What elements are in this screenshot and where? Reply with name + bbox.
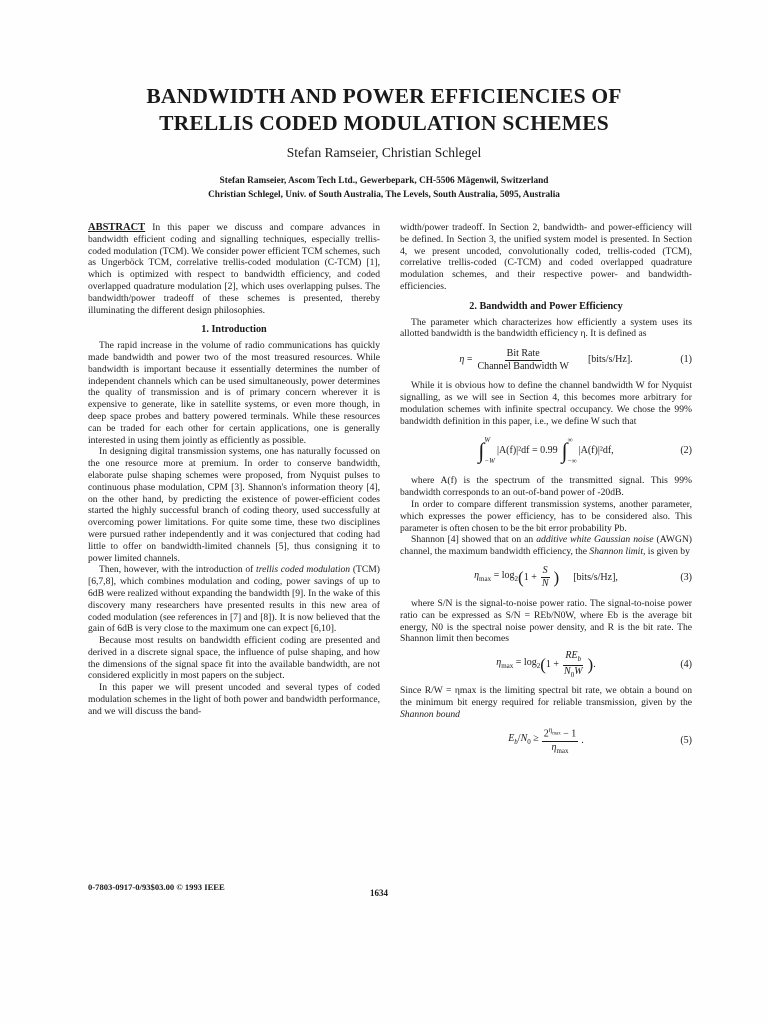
left-column — [88, 222, 380, 718]
right-paragraph-6: where S/N is the signal-to-noise power ratio. The signal-to-noise power ratio can be expressed as S/N = REb/N0W, where Eb is the average bit energy, N0 is the spectral noise power density, and R is the bit rate. The Shannon limit then becomes — [400, 597, 692, 645]
right-paragraph-0: width/power tradeoff. In Section 2, bandwidth- and power-efficiency will be defined. In Section 3, the unified system model is presented. In Section 4, we present uncoded, convolutionally coded, trellis-coded (TCM), correlative trellis-coded (C-TCM) and coded overlapped quadrature modulation schemes, and their respective power- and bandwidth-efficiencies. — [400, 222, 692, 292]
eq3-unit: [bits/s/Hz], — [573, 572, 618, 584]
eq2-middle: |A(f)|²df = 0.99 — [496, 445, 558, 457]
intro-p3-end: (TCM) [6,7,8], which combines modulation and coding, power savings of up to 6dB were realized without expanding the bandwidth [9]. In the wake of this discovery many researchers have presented results in this new area of coded modulation (see references in [7] and [8]). It is now believed that the gain of 6dB is very close to the maximum one can expect [6,10]. — [88, 564, 380, 635]
right-paragraph-1: The parameter which characterizes how efficiently a system uses its allotted bandwidth is the bandwidth efficiency η. It is defined as — [400, 316, 692, 340]
equation-3: $\eta_{max} = \log_2$ ( 1 + $\frac{S}{N}$ ) [bits/s/Hz], (3) — [474, 565, 692, 590]
p5-mid: (AWGN) channel, the maximum bandwidth efficiency, the — [400, 534, 692, 558]
right-paragraph-3: where A(f) is the spectrum of the transmitted signal. This 99% bandwidth corresponds to an out-of-band power of -20dB. — [400, 475, 692, 499]
right-paragraph-2: While it is obvious how to define the channel bandwidth W for Nyquist signalling, as we will see in Section 4, this becomes more arbitrary for modulation schemes with infinite spectral occupancy. We chose the 99% bandwidth definition in this paper, i.e., we define W such that — [400, 380, 692, 427]
eq1-denominator: Channel Bandwidth W — [477, 360, 569, 372]
equation-4: $\eta_{max} = \log_2$ ( 1 + $\frac{RE_b}{N_0W}$ ) . (4) — [496, 649, 692, 679]
p5-start: Shannon [4] showed that on an — [411, 534, 537, 546]
eq1-number: (1) — [680, 354, 692, 366]
title-line-2: TRELLIS CODED MODULATION SCHEMES — [159, 111, 609, 135]
right-column — [400, 222, 692, 761]
intro-paragraph-4: Because most results on bandwidth efficient coding are presented and derived in a discrete signal space, the influence of pulse shaping, and how the dimensions of the signal space fit into the available bandwidth, are not considered explicitly in most papers on the subject. — [88, 635, 380, 682]
intro-paragraph-5: In this paper we will present uncoded and several types of coded modulation schemes in the light of both power and bandwidth performance, and we will discuss the band- — [88, 682, 380, 717]
awgn-emphasis: additive white Gaussian noise — [536, 534, 654, 546]
paper-title — [60, 83, 708, 137]
right-paragraph-4: In order to compare different transmission systems, another parameter, which expresses the power efficiency, has to be considered also. This parameter is often chosen to be the bit error probability Pb. — [400, 498, 692, 534]
tcm-emphasis: trellis coded modulation — [256, 564, 351, 576]
equation-5: $E_b/N_0$ ≥ $\frac{2^{\eta_{max}} - 1}{\eta_{max}}$ . (5) — [508, 726, 692, 755]
page-number: 1634 — [370, 888, 388, 898]
copyright-footer: 0-7803-0917-0/93$03.00 © 1993 IEEE — [88, 882, 225, 892]
shannon-limit-emphasis: Shannon limit — [589, 546, 643, 558]
eq2-end: |A(f)|²df, — [578, 445, 614, 457]
affiliation-1: Stefan Ramseier, Ascom Tech Ltd., Gewerbepark, CH-5506 Mägenwil, Switzerland — [219, 176, 549, 186]
affiliations — [60, 174, 708, 202]
intro-p3-start: Then, however, with the introduction of — [99, 564, 257, 576]
eq3-number: (3) — [680, 572, 692, 584]
abstract — [88, 222, 380, 316]
abstract-label: ABSTRACT — [88, 222, 146, 233]
shannon-bound-emphasis: Shannon bound — [400, 708, 460, 720]
p7-start: Since R/W = ηmax is the limiting spectral bit rate, we obtain a bound on the minimum bit energy required for reliable transmission, given by the — [400, 685, 692, 708]
equation-1: η = $\frac{\text{Bit Rate}}{\text{Channel Bandwidth W}}$ [bits/s/Hz]. (1) — [459, 347, 692, 372]
intro-paragraph-1: The rapid increase in the volume of radio communications has quickly made bandwidth and power two of the most treasured resources. While bandwidth is important because it essentially determines the number of independent channels which can be used simultaneously, power determines the quality of transmission and is of primary concern wherever it is expensive to generate, like in satellite systems, or even more though, in deep space probes and battery powered terminals. While these resources can be traded for each other for certain applications, one is generally interested in using them jointly as efficiently as possible. — [88, 340, 380, 446]
eq2-number: (2) — [680, 445, 692, 457]
eq1-numerator: Bit Rate — [506, 347, 540, 359]
section-heading-bandwidth-power: 2. Bandwidth and Power Efficiency — [469, 300, 623, 312]
right-paragraph-5 — [400, 534, 692, 558]
authors: Stefan Ramseier, Christian Schlegel — [286, 145, 482, 160]
eq1-unit: [bits/s/Hz]. — [587, 354, 633, 366]
eq5-number: (5) — [680, 734, 692, 746]
right-paragraph-7 — [400, 685, 692, 720]
affiliation-2: Christian Schlegel, Univ. of South Australia, The Levels, South Australia, 5095, Australia — [208, 190, 560, 200]
section-heading-introduction: 1. Introduction — [201, 324, 267, 336]
intro-paragraph-2: In designing digital transmission systems, one has naturally focussed on the one resource more at premium. In order to conserve bandwidth, elaborate pulse shaping schemes were proposed, from Nyquist pulses to continuous phase modulation, CPM [3]. Shannon's information theory [4], on the other hand, by predicting the existence of power-efficient codes started the highly successful branch of coding theory, used successfully at overcoming power limitations. For quite some time, these two disciplines were pursued rather independently and it was conjectured that coding had little to offer on bandwidth-limited channels [5], thus consigning it to power limited channels. — [88, 446, 380, 564]
intro-paragraph-3 — [88, 564, 380, 635]
equation-2: ∫ W −W |A(f)|²df = 0.99 ∫ ∞ −∞ |A(f)|²df, (2) — [478, 435, 692, 466]
eq4-number: (4) — [680, 659, 692, 671]
p5-end: , is given by — [643, 546, 690, 558]
title-line-1: BANDWIDTH AND POWER EFFICIENCIES OF — [146, 84, 622, 108]
abstract-text: In this paper we discuss and compare advances in bandwidth efficient coding and signalling techniques, especially trellis-coded modulation (TCM). We consider power efficient TCM schemes, such as Ungerböck TCM, correlative trellis-coded modulation (C-TCM) [1], which is optimized with respect to bandwidth efficiency, and coded overlapped quadrature modulation [2], which uses overlapping pulses. The bandwidth/power tradeoff of these schemes is presented, thereby illuminating the different design philosophies. — [88, 222, 380, 316]
